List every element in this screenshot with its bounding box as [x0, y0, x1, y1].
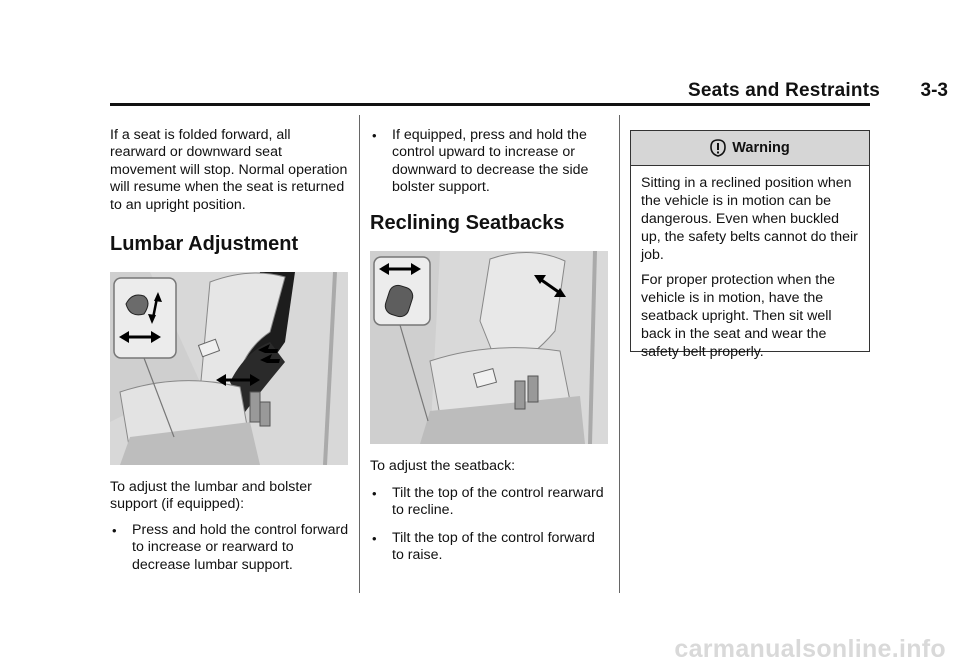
column-divider: [619, 115, 620, 593]
lumbar-seat-drawing: [110, 272, 348, 465]
control-inset: [114, 278, 176, 358]
warning-body: [631, 166, 869, 361]
page-number: 3-3: [920, 80, 948, 101]
bullet-dot: •: [372, 486, 377, 502]
recline-bullet: [370, 485, 610, 520]
raise-bullet: [370, 530, 610, 565]
warning-header: [631, 131, 869, 166]
warning-paragraph: Sitting in a reclined position when the vehicle is in motion can be dangerous. Even when buckled up, the safety belts cannot do their job.: [641, 175, 858, 263]
recline-bullet-text: Tilt the top of the control rearward to recline.: [392, 485, 604, 519]
lumbar-bullet: [110, 522, 350, 574]
bolster-bullet-text: If equipped, press and hold the control upward to increase or downward to decrease the side bolster support.: [392, 127, 589, 196]
bullet-dot: •: [372, 530, 377, 546]
reclining-heading: Reclining Seatbacks: [370, 211, 565, 234]
watermark: carmanualsonline.info: [674, 635, 946, 663]
column-divider: [359, 115, 360, 593]
header-rule: [110, 103, 870, 106]
column-1: [110, 127, 350, 584]
intro-paragraph: If a seat is folded forward, all rearward or downward seat movement will stop. Normal operation will resume when the seat is returned to an upright position.: [110, 127, 348, 213]
bullet-dot: •: [112, 522, 117, 538]
warning-box: [630, 130, 870, 360]
page-header: [0, 0, 960, 110]
raise-bullet-text: Tilt the top of the control forward to raise.: [392, 529, 595, 564]
warning-paragraph: For proper protection when the vehicle is in motion, have the seatback upright. Then sit well back in the seat and wear the safety belt properly.: [641, 272, 836, 360]
lumbar-instruction: To adjust the lumbar and bolster support (if equipped):: [110, 479, 312, 513]
column-2: [370, 127, 610, 575]
section-title: Seats and Restraints: [688, 80, 880, 101]
bolster-bullet: [370, 127, 610, 197]
lumbar-bullet-text: Press and hold the control forward to increase or rearward to decrease lumbar support.: [132, 521, 349, 573]
warning-title: Warning: [732, 140, 790, 156]
lumbar-heading: Lumbar Adjustment: [110, 233, 299, 256]
recline-instruction: To adjust the seatback:: [370, 457, 516, 474]
warning-icon: [710, 139, 726, 157]
lumbar-illustration: [110, 272, 348, 465]
recline-illustration: [370, 251, 608, 444]
bullet-dot: •: [372, 128, 377, 143]
recline-seat-drawing: [370, 251, 608, 444]
